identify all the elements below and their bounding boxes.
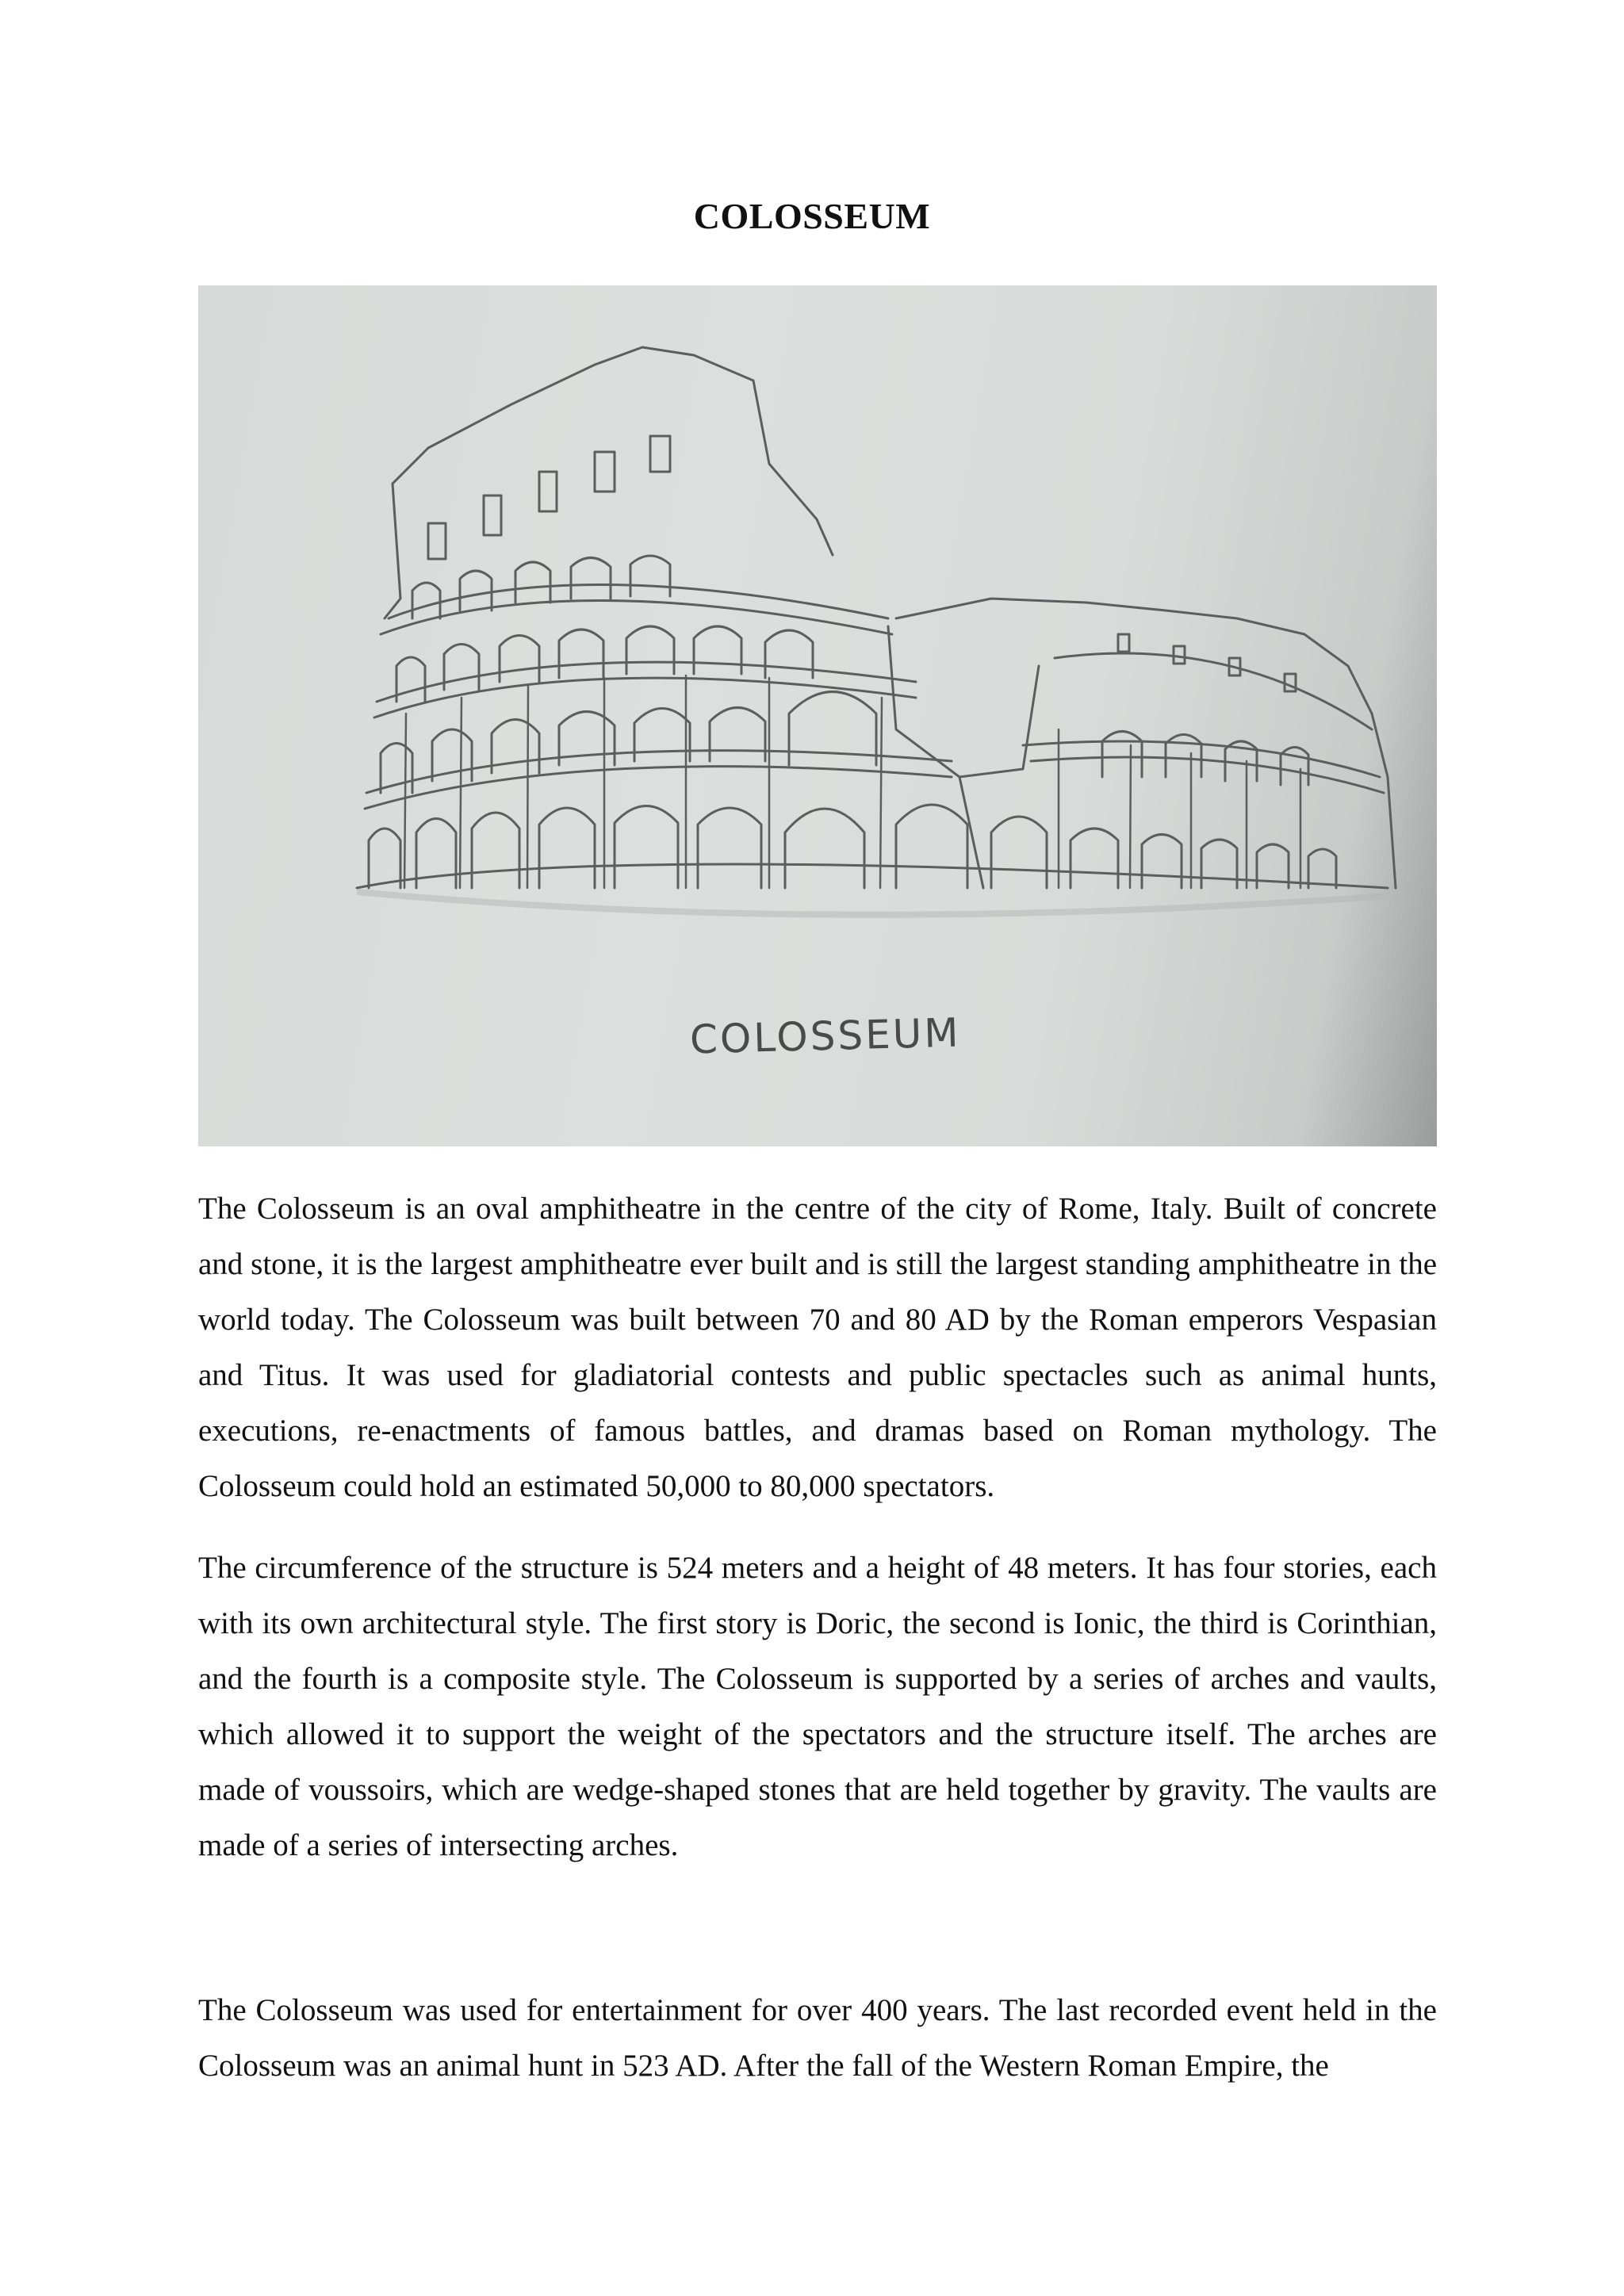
colosseum-drawing-photo xyxy=(198,285,1437,1146)
paragraph-3: The Colosseum was used for entertainment for over 400 years. The last recorded event held in the Colosseum was an animal hunt in 523 AD. After the fall of the Western Roman Empire, the xyxy=(198,1993,1437,2083)
paragraph-1: The Colosseum is an oval amphitheatre in the centre of the city of Rome, Italy. Built of concrete and stone, it is the largest amphitheatre ever built and is still the largest standing amphitheatre in the world today. The Colosseum was built between 70 and 80 AD by the Roman emperors Vespasian and Titus. It was used for gladiatorial contests and public spectacles such as animal hunts, executions, re-enactments of famous battles, and dramas based on Roman mythology. The Colosseum could hold an estimated 50,000 to 80,000 spectators. xyxy=(198,1192,1437,1503)
page-title: COLOSSEUM xyxy=(693,196,931,236)
drawing-caption: COLOSSEUM xyxy=(689,1009,962,1063)
paragraph-2: The circumference of the structure is 524 meters and a height of 48 meters. It has four stories, each with its own architectural style. The first story is Doric, the second is Ionic, the third is Corinthian, and the fourth is a composite style. The Colosseum is supported by a series of arches and vaults, which allowed it to support the weight of the spectators and the structure itself. The arches are made of voussoirs, which are wedge-shaped stones that are held together by gravity. The vaults are made of a series of intersecting arches. xyxy=(198,1551,1437,1862)
